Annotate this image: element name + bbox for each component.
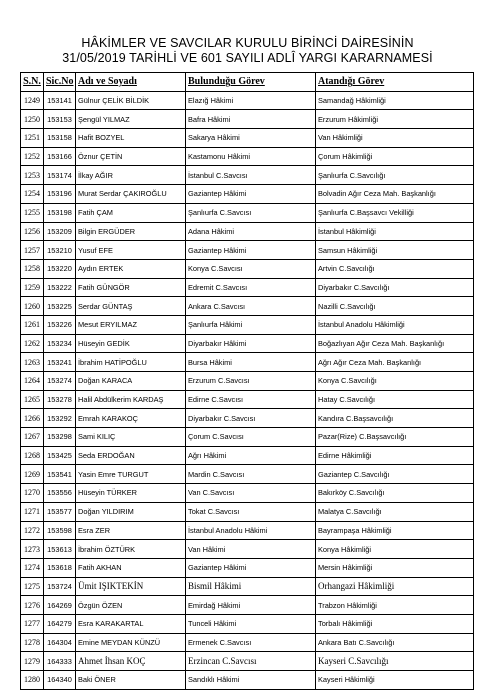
table-row [21, 465, 474, 484]
current-post: İstanbul C.Savcısı [186, 166, 316, 185]
person-name: Hüseyin TÜRKER [76, 484, 186, 503]
person-name: İlkay AĞIR [76, 166, 186, 185]
row-number: 1266 [21, 409, 44, 428]
appointed-post: Diyarbakır C.Savcılığı [316, 278, 474, 297]
table-row [21, 185, 474, 204]
sicil-number: 153196 [44, 185, 76, 204]
row-number: 1274 [21, 558, 44, 577]
appointed-post: Mersin Hâkimliği [316, 558, 474, 577]
appointed-post: Ağrı Ağır Ceza Mah. Başkanlığı [316, 353, 474, 372]
current-post: Gaziantep Hâkimi [186, 185, 316, 204]
current-post: Edremit C.Savcısı [186, 278, 316, 297]
sicil-number: 153724 [44, 577, 76, 596]
row-number: 1255 [21, 203, 44, 222]
sicil-number: 153210 [44, 241, 76, 260]
person-name: Bilgin ERGÜDER [76, 222, 186, 241]
current-post: Bismil Hâkimi [186, 577, 316, 596]
current-post: Bursa Hâkimi [186, 353, 316, 372]
table-row [21, 259, 474, 278]
current-post: Diyarbakır Hâkimi [186, 334, 316, 353]
table-row [21, 596, 474, 615]
sicil-number: 153220 [44, 259, 76, 278]
sicil-number: 153425 [44, 446, 76, 465]
appointed-post: Ankara Batı C.Savcılığı [316, 633, 474, 652]
person-name: Fatih ÇAM [76, 203, 186, 222]
column-header-appointed-post: Atandığı Görev [316, 73, 474, 92]
table-row [21, 129, 474, 148]
appointed-post: Trabzon Hâkimliği [316, 596, 474, 615]
current-post: Ağrı Hâkimi [186, 446, 316, 465]
row-number: 1280 [21, 671, 44, 690]
current-post: Şanlıurfa Hâkimi [186, 315, 316, 334]
appointed-post: Torbalı Hâkimliği [316, 614, 474, 633]
sicil-number: 153209 [44, 222, 76, 241]
row-number: 1271 [21, 502, 44, 521]
sicil-number: 153298 [44, 428, 76, 447]
appointed-post: Nazilli C.Savcılığı [316, 297, 474, 316]
row-number: 1265 [21, 390, 44, 409]
row-number: 1257 [21, 241, 44, 260]
person-name: Halil Abdülkerim KARDAŞ [76, 390, 186, 409]
sicil-number: 153556 [44, 484, 76, 503]
current-post: Gaziantep Hâkimi [186, 558, 316, 577]
current-post: Van Hâkimi [186, 540, 316, 559]
row-number: 1253 [21, 166, 44, 185]
sicil-number: 153174 [44, 166, 76, 185]
sicil-number: 164279 [44, 614, 76, 633]
person-name: Fatih GÜNGÖR [76, 278, 186, 297]
table-row [21, 633, 474, 652]
appointed-post: Çorum Hâkimliği [316, 147, 474, 166]
appointed-post: Bayrampaşa Hâkimliği [316, 521, 474, 540]
person-name: Gülnur ÇELİK BİLDİK [76, 91, 186, 110]
row-number: 1269 [21, 465, 44, 484]
sicil-number: 153577 [44, 502, 76, 521]
row-number: 1261 [21, 315, 44, 334]
appointed-post: Bolvadin Ağır Ceza Mah. Başkanlığı [316, 185, 474, 204]
appointed-post: Kayseri Hâkimliği [316, 671, 474, 690]
person-name: Yusuf EFE [76, 241, 186, 260]
row-number: 1279 [21, 652, 44, 671]
person-name: Ahmet İhsan KOÇ [76, 652, 186, 671]
row-number: 1259 [21, 278, 44, 297]
sicil-number: 153274 [44, 372, 76, 391]
sicil-number: 153541 [44, 465, 76, 484]
sicil-number: 153613 [44, 540, 76, 559]
table-row [21, 222, 474, 241]
row-number: 1272 [21, 521, 44, 540]
current-post: Çorum C.Savcısı [186, 428, 316, 447]
person-name: Murat Serdar ÇAKIROĞLU [76, 185, 186, 204]
table-row [21, 428, 474, 447]
person-name: Öznur ÇETİN [76, 147, 186, 166]
table-row [21, 334, 474, 353]
table-row [21, 166, 474, 185]
appointed-post: Pazar(Rize) C.Başsavcılığı [316, 428, 474, 447]
person-name: Serdar GÜNTAŞ [76, 297, 186, 316]
sicil-number: 153618 [44, 558, 76, 577]
current-post: Gaziantep Hâkimi [186, 241, 316, 260]
person-name: Hüseyin GEDİK [76, 334, 186, 353]
table-row [21, 671, 474, 690]
sicil-number: 153241 [44, 353, 76, 372]
person-name: Yasin Emre TURGUT [76, 465, 186, 484]
person-name: İbrahim ÖZTÜRK [76, 540, 186, 559]
person-name: Mesut ERYILMAZ [76, 315, 186, 334]
sicil-number: 164340 [44, 671, 76, 690]
sicil-number: 153222 [44, 278, 76, 297]
current-post: Sandıklı Hâkimi [186, 671, 316, 690]
current-post: İstanbul Anadolu Hâkimi [186, 521, 316, 540]
sicil-number: 153141 [44, 91, 76, 110]
column-header-current-post: Bulunduğu Görev [186, 73, 316, 92]
table-row [21, 91, 474, 110]
current-post: Diyarbakır C.Savcısı [186, 409, 316, 428]
document-title-line-1: HÂKİMLER VE SAVCILAR KURULU BİRİNCİ DAİRESİNİN [81, 36, 414, 50]
current-post: Emirdağ Hâkimi [186, 596, 316, 615]
row-number: 1262 [21, 334, 44, 353]
sicil-number: 153598 [44, 521, 76, 540]
appointed-post: Van Hâkimliği [316, 129, 474, 148]
person-name: Esra KARAKARTAL [76, 614, 186, 633]
person-name: Seda ERDOĞAN [76, 446, 186, 465]
row-number: 1263 [21, 353, 44, 372]
row-number: 1251 [21, 129, 44, 148]
table-row [21, 390, 474, 409]
person-name: Doğan YILDIRIM [76, 502, 186, 521]
person-name: Doğan KARACA [76, 372, 186, 391]
appointed-post: İstanbul Anadolu Hâkimliği [316, 315, 474, 334]
appointed-post: Gaziantep C.Savcılığı [316, 465, 474, 484]
appointed-post: Orhangazi Hâkimliği [316, 577, 474, 596]
current-post: Van C.Savcısı [186, 484, 316, 503]
current-post: Erzincan C.Savcısı [186, 652, 316, 671]
sicil-number: 153226 [44, 315, 76, 334]
row-number: 1249 [21, 91, 44, 110]
person-name: Ümit IŞIKTEKİN [76, 577, 186, 596]
current-post: Erzurum C.Savcısı [186, 372, 316, 391]
sicil-number: 153153 [44, 110, 76, 129]
person-name: Emrah KARAKOÇ [76, 409, 186, 428]
table-row [21, 577, 474, 596]
row-number: 1260 [21, 297, 44, 316]
column-header-sicil: Sic.No [44, 73, 76, 92]
person-name: Aydın ERTEK [76, 259, 186, 278]
row-number: 1258 [21, 259, 44, 278]
sicil-number: 153234 [44, 334, 76, 353]
row-number: 1273 [21, 540, 44, 559]
current-post: Konya C.Savcısı [186, 259, 316, 278]
row-number: 1270 [21, 484, 44, 503]
current-post: Tokat C.Savcısı [186, 502, 316, 521]
table-row [21, 409, 474, 428]
current-post: Edirne C.Savcısı [186, 390, 316, 409]
person-name: Özgün ÖZEN [76, 596, 186, 615]
sicil-number: 153198 [44, 203, 76, 222]
current-post: Mardin C.Savcısı [186, 465, 316, 484]
current-post: Bafra Hâkimi [186, 110, 316, 129]
appointed-post: Hatay C.Savcılığı [316, 390, 474, 409]
table-row [21, 652, 474, 671]
appointed-post: Kayseri C.Savcılığı [316, 652, 474, 671]
appointments-table [20, 72, 474, 690]
appointed-post: Konya C.Savcılığı [316, 372, 474, 391]
appointed-post: Samandağ Hâkimliği [316, 91, 474, 110]
appointed-post: Şanlıurfa C.Savcılığı [316, 166, 474, 185]
row-number: 1267 [21, 428, 44, 447]
row-number: 1277 [21, 614, 44, 633]
person-name: Baki ÖNER [76, 671, 186, 690]
current-post: Sakarya Hâkimi [186, 129, 316, 148]
row-number: 1252 [21, 147, 44, 166]
document-title-line-2: 31/05/2019 TARİHLİ VE 601 SAYILI ADLÎ YARGI KARARNAMESİ [62, 51, 433, 65]
person-name: Fatih AKHAN [76, 558, 186, 577]
current-post: Şanlıurfa C.Savcısı [186, 203, 316, 222]
sicil-number: 164304 [44, 633, 76, 652]
person-name: Emine MEYDAN KÜNZÜ [76, 633, 186, 652]
appointed-post: Malatya C.Savcılığı [316, 502, 474, 521]
appointed-post: İstanbul Hâkimliği [316, 222, 474, 241]
table-row [21, 372, 474, 391]
person-name: Şengül YILMAZ [76, 110, 186, 129]
appointed-post: Boğazlıyan Ağır Ceza Mah. Başkanlığı [316, 334, 474, 353]
current-post: Tunceli Hâkimi [186, 614, 316, 633]
row-number: 1276 [21, 596, 44, 615]
table-header-row [21, 73, 474, 92]
person-name: Sami KILIÇ [76, 428, 186, 447]
sicil-number: 164333 [44, 652, 76, 671]
appointed-post: Bakırköy C.Savcılığı [316, 484, 474, 503]
appointed-post: Şanlıurfa C.Başsavcı Vekilliği [316, 203, 474, 222]
current-post: Adana Hâkimi [186, 222, 316, 241]
appointed-post: Samsun Hâkimliği [316, 241, 474, 260]
appointed-post: Artvin C.Savcılığı [316, 259, 474, 278]
table-row [21, 484, 474, 503]
row-number: 1268 [21, 446, 44, 465]
row-number: 1278 [21, 633, 44, 652]
table-row [21, 446, 474, 465]
sicil-number: 153225 [44, 297, 76, 316]
current-post: Kastamonu Hâkimi [186, 147, 316, 166]
current-post: Elazığ Hâkimi [186, 91, 316, 110]
row-number: 1250 [21, 110, 44, 129]
row-number: 1275 [21, 577, 44, 596]
current-post: Ermenek C.Savcısı [186, 633, 316, 652]
column-header-sn: S.N. [21, 73, 44, 92]
person-name: Hafit BOZYEL [76, 129, 186, 148]
table-row [21, 278, 474, 297]
table-row [21, 353, 474, 372]
row-number: 1256 [21, 222, 44, 241]
person-name: Esra ZER [76, 521, 186, 540]
table-row [21, 110, 474, 129]
current-post: Ankara C.Savcısı [186, 297, 316, 316]
table-row [21, 502, 474, 521]
table-row [21, 521, 474, 540]
column-header-name: Adı ve Soyadı [76, 73, 186, 92]
table-row [21, 558, 474, 577]
sicil-number: 153158 [44, 129, 76, 148]
appointed-post: Erzurum Hâkimliği [316, 110, 474, 129]
table-row [21, 315, 474, 334]
sicil-number: 153166 [44, 147, 76, 166]
table-row [21, 203, 474, 222]
sicil-number: 153292 [44, 409, 76, 428]
person-name: İbrahim HATİPOĞLU [76, 353, 186, 372]
appointed-post: Kandıra C.Başsavcılığı [316, 409, 474, 428]
appointed-post: Edirne Hâkimliği [316, 446, 474, 465]
row-number: 1264 [21, 372, 44, 391]
appointed-post: Konya Hâkimliği [316, 540, 474, 559]
table-row [21, 147, 474, 166]
table-row [21, 297, 474, 316]
table-row [21, 241, 474, 260]
sicil-number: 164269 [44, 596, 76, 615]
table-row [21, 614, 474, 633]
table-row [21, 540, 474, 559]
row-number: 1254 [21, 185, 44, 204]
sicil-number: 153278 [44, 390, 76, 409]
